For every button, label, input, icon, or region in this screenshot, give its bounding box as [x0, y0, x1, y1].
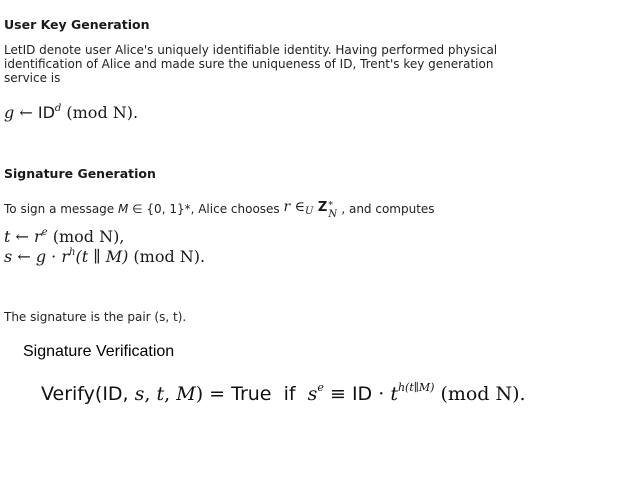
signature-verification-heading: Signature Verification [23, 343, 175, 360]
formula-arrow: ← [17, 247, 31, 266]
signature-formula-line-2 [4, 247, 205, 267]
member-sub: U [305, 206, 314, 217]
sentence-suffix: , and computes [341, 202, 435, 216]
verify-id: ID [351, 383, 373, 405]
formula-modulus: (mod N). [66, 103, 139, 122]
user-key-generation-paragraph [4, 43, 497, 85]
formula-id: ID [37, 103, 55, 122]
verification-equation [41, 383, 526, 405]
formula-g: g [35, 247, 47, 266]
message-var: M [117, 202, 129, 216]
formula-modulus: (mod N). [133, 247, 206, 266]
member-of: ∈ [290, 199, 306, 215]
signature-generation-sentence [4, 197, 435, 218]
formula-lhs: t [4, 227, 11, 246]
verify-dot: · [378, 383, 385, 405]
user-key-generation-heading: User Key Generation [4, 17, 150, 32]
group-sub: N [328, 209, 338, 220]
group-sup: * [328, 201, 333, 211]
signature-generation-heading: Signature Generation [4, 166, 156, 181]
sentence-prefix: To sign a message [4, 202, 118, 216]
formula-exponent: e [41, 227, 48, 238]
formula-arrow: ← [15, 227, 29, 246]
group-letter: Z [317, 200, 328, 215]
sentence-set: ∈ {0, 1}*, Alice chooses [128, 202, 284, 216]
formula-r: r [61, 247, 69, 266]
if-word: if [283, 383, 296, 405]
formula-base: r [34, 227, 42, 246]
formula-lhs: g [4, 103, 15, 122]
r-var: r [283, 199, 291, 215]
verify-t: t [390, 383, 398, 405]
signature-closing-sentence: The signature is the pair (s, t). [4, 310, 187, 324]
formula-dot: · [51, 247, 57, 266]
verify-t-exp: h(t∥M) [397, 381, 435, 394]
verify-args: (ID, s, t, M) [94, 383, 204, 405]
formula-exponent: h [69, 247, 76, 258]
paragraph-line: service is [4, 71, 61, 85]
signature-formula-line-1 [4, 227, 124, 247]
paragraph-line: LetID denote user Alice's uniquely identifiable identity. Having performed physical [4, 43, 498, 57]
verify-s-exp: e [317, 381, 324, 394]
paragraph-line: identification of Alice and made sure the uniqueness of ID, Trent's key generation [4, 57, 494, 71]
formula-arg: (t ∥ M) [75, 247, 129, 266]
verify-fn: Verify [41, 383, 95, 405]
formula-modulus: (mod N), [52, 227, 125, 246]
verify-modulus: (mod N). [440, 383, 526, 405]
key-generation-formula [4, 103, 138, 123]
formula-arrow: ← [19, 103, 33, 122]
formula-lhs: s [4, 247, 13, 266]
verify-s: s [307, 383, 318, 405]
equals-true: = True [203, 383, 272, 405]
formula-exponent: d [54, 103, 62, 114]
verify-equiv: ≡ [329, 383, 346, 405]
